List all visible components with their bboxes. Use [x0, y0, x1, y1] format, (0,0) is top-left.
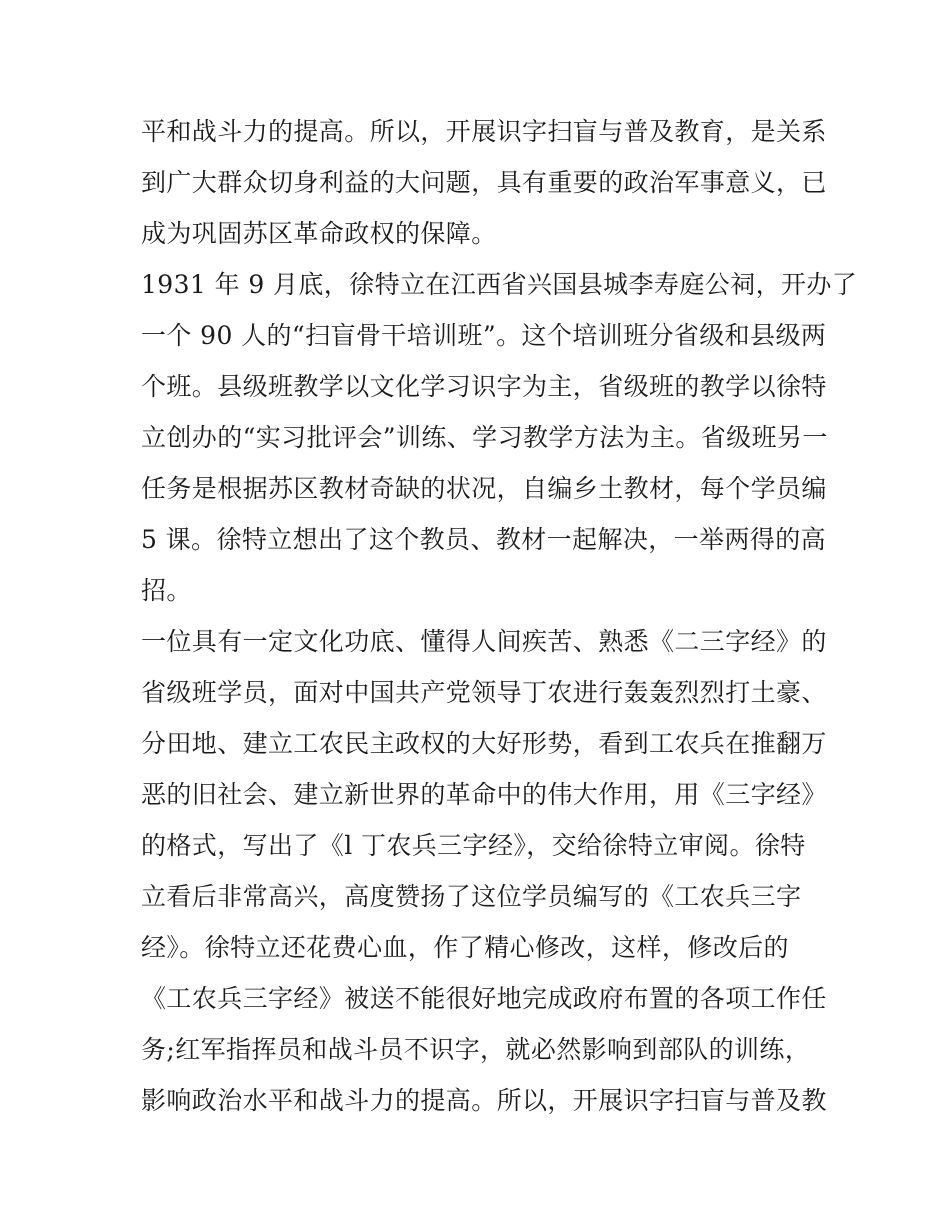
text-line: 务;红军指挥员和战斗员不识字，就必然影响到部队的训练， — [141, 1035, 811, 1064]
text-line: 一个 90 人的“扫盲骨干培训班”。这个培训班分省级和县级两 — [141, 321, 827, 350]
text-line: 5 课。徐特立想出了这个教员、教材一起解决，一举两得的高 — [141, 525, 827, 554]
text-line: 经》。徐特立还花费心血，作了精心修改，这样，修改后的 — [141, 933, 789, 962]
text-line: 一位具有一定文化功底、懂得人间疾苦、熟悉《二三字经》的 — [141, 627, 827, 656]
text-line: 恶的旧社会、建立新世界的革命中的伟大作用，用《三字经》 — [141, 780, 827, 809]
text-line: 的格式，写出了《l 丁农兵三字经》，交给徐特立审阅。徐特 — [141, 831, 806, 860]
text-line: 立看后非常高兴，高度赞扬了这位学员编写的《工农兵三字 — [141, 882, 802, 911]
text-line: 成为巩固苏区革命政权的保障。 — [141, 219, 497, 248]
body-text — [141, 106, 858, 1126]
text-line: 省级班学员，面对中国共产党领导丁农进行轰轰烈烈打土豪、 — [141, 678, 827, 707]
text-line: 招。 — [141, 576, 192, 605]
text-line: 1931 年 9 月底，徐特立在江西省兴国县城李寿庭公祠，开办了 — [141, 270, 858, 299]
text-line: 立创办的“实习批评会”训练、学习教学方法为主。省级班另一 — [141, 423, 828, 452]
text-line: 分田地、建立工农民主政权的大好形势，看到工农兵在推翻万 — [141, 729, 827, 758]
text-line: 《工农兵三字经》被送不能很好地完成政府布置的各项工作任 — [141, 984, 827, 1013]
text-line: 任务是根据苏区教材奇缺的状况，自编乡土教材，每个学员编 — [141, 474, 827, 503]
text-line: 平和战斗力的提高。所以，开展识字扫盲与普及教育，是关系 — [141, 117, 827, 146]
text-line: 到广大群众切身利益的大问题，具有重要的政治军事意义，已 — [141, 168, 827, 197]
text-line: 个班。县级班教学以文化学习识字为主，省级班的教学以徐特 — [141, 372, 827, 401]
text-line: 影响政治水平和战斗力的提高。所以，开展识字扫盲与普及教 — [141, 1086, 827, 1115]
